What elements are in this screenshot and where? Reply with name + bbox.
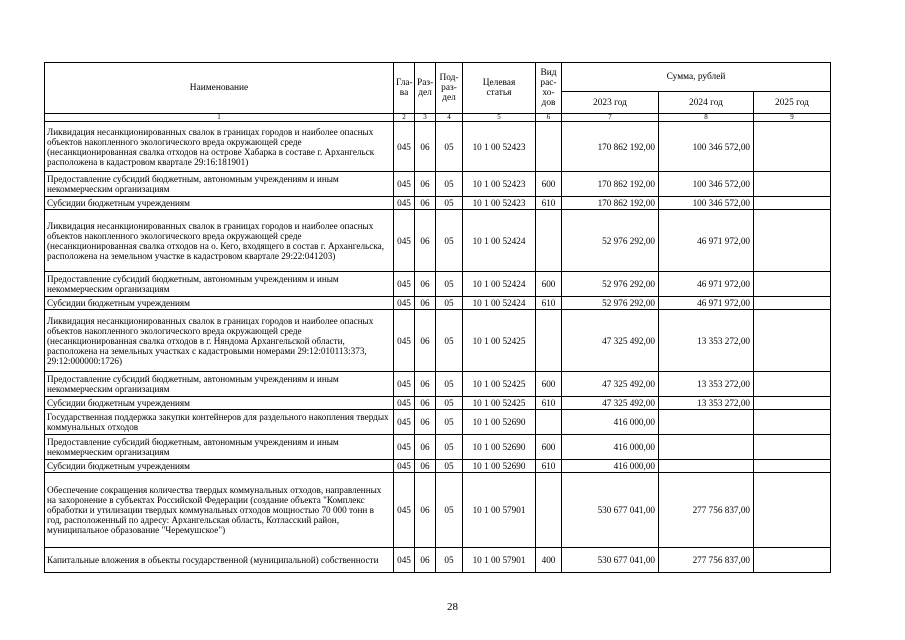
row-name: Капитальные вложения в объекты государственной (муниципальной) собственности (45, 548, 394, 573)
row-sum-2024: 277 756 837,00 (659, 548, 754, 573)
row-podrazdel: 05 (436, 297, 463, 310)
table-row (45, 172, 831, 197)
header-year-2025: 2025 год (754, 92, 831, 114)
row-celevaya-statya: 10 1 00 52690 (463, 460, 536, 473)
row-podrazdel: 05 (436, 210, 463, 272)
row-sum-2023: 52 976 292,00 (562, 297, 659, 310)
row-name: Предоставление субсидий бюджетным, автономным учреждениям и иным некоммерческим организациям (45, 372, 394, 397)
column-number: 2 (394, 114, 415, 122)
row-celevaya-statya: 10 1 00 52424 (463, 297, 536, 310)
page-number: 28 (447, 601, 458, 613)
row-celevaya-statya: 10 1 00 52424 (463, 272, 536, 297)
row-razdel: 06 (415, 172, 436, 197)
row-vid-rashodov (536, 310, 562, 372)
row-glava: 045 (394, 460, 415, 473)
table-row (45, 460, 831, 473)
row-vid-rashodov: 600 (536, 172, 562, 197)
row-celevaya-statya: 10 1 00 57901 (463, 473, 536, 548)
row-glava: 045 (394, 210, 415, 272)
row-razdel: 06 (415, 272, 436, 297)
row-sum-2024: 100 346 572,00 (659, 122, 754, 172)
table-row (45, 297, 831, 310)
row-vid-rashodov: 400 (536, 548, 562, 573)
table-row (45, 473, 831, 548)
row-sum-2023: 52 976 292,00 (562, 272, 659, 297)
row-glava: 045 (394, 372, 415, 397)
row-razdel: 06 (415, 435, 436, 460)
row-name: Предоставление субсидий бюджетным, автономным учреждениям и иным некоммерческим организациям (45, 272, 394, 297)
row-podrazdel: 05 (436, 473, 463, 548)
row-sum-2024: 13 353 272,00 (659, 310, 754, 372)
row-name: Ликвидация несанкционированных свалок в границах городов и наиболее опасных объектов накопленного экологического вреда окружающей среде (несанкционированная свалка отходов на о. Кего, входящего в состав г. Архангельска, расположена на земельном участке в кадастровом квартале 29:22:041203) (45, 210, 394, 272)
row-sum-2024: 100 346 572,00 (659, 197, 754, 210)
row-sum-2024: 277 756 837,00 (659, 473, 754, 548)
row-podrazdel: 05 (436, 548, 463, 573)
row-vid-rashodov (536, 122, 562, 172)
row-sum-2023: 47 325 492,00 (562, 310, 659, 372)
column-number-row (45, 114, 831, 122)
row-name: Ликвидация несанкционированных свалок в границах городов и наиболее опасных объектов накопленного экологического вреда окружающей среде (несанкционированная свалка отходов в г. Няндома Архангельской области, расположена на земельных участках с кадастровыми номерами 29:12:010113:373, 29:12:000000:1726) (45, 310, 394, 372)
row-razdel: 06 (415, 372, 436, 397)
row-glava: 045 (394, 122, 415, 172)
row-sum-2023: 530 677 041,00 (562, 548, 659, 573)
row-sum-2023: 170 862 192,00 (562, 172, 659, 197)
row-podrazdel: 05 (436, 372, 463, 397)
row-vid-rashodov: 610 (536, 197, 562, 210)
header-razdel: Раз- дел (415, 63, 436, 114)
table-row (45, 122, 831, 172)
column-number: 4 (436, 114, 463, 122)
row-vid-rashodov: 610 (536, 460, 562, 473)
row-razdel: 06 (415, 197, 436, 210)
row-sum-2024: 46 971 972,00 (659, 297, 754, 310)
header-podrazdel: Под- раз- дел (436, 63, 463, 114)
row-sum-2025 (754, 473, 831, 548)
column-number: 5 (463, 114, 536, 122)
row-razdel: 06 (415, 297, 436, 310)
table-body (45, 122, 831, 573)
row-sum-2025 (754, 210, 831, 272)
row-celevaya-statya: 10 1 00 57901 (463, 548, 536, 573)
row-podrazdel: 05 (436, 310, 463, 372)
table-row (45, 410, 831, 435)
row-sum-2023: 416 000,00 (562, 435, 659, 460)
row-vid-rashodov: 610 (536, 297, 562, 310)
row-sum-2024: 13 353 272,00 (659, 372, 754, 397)
row-sum-2023: 416 000,00 (562, 460, 659, 473)
column-number: 8 (659, 114, 754, 122)
row-sum-2024 (659, 435, 754, 460)
row-sum-2025 (754, 372, 831, 397)
row-podrazdel: 05 (436, 460, 463, 473)
row-name: Субсидии бюджетным учреждениям (45, 197, 394, 210)
row-name: Субсидии бюджетным учреждениям (45, 297, 394, 310)
row-sum-2025 (754, 310, 831, 372)
row-glava: 045 (394, 297, 415, 310)
row-razdel: 06 (415, 410, 436, 435)
row-celevaya-statya: 10 1 00 52423 (463, 197, 536, 210)
row-vid-rashodov: 600 (536, 435, 562, 460)
row-podrazdel: 05 (436, 122, 463, 172)
table-row (45, 272, 831, 297)
row-vid-rashodov: 600 (536, 272, 562, 297)
column-number: 6 (536, 114, 562, 122)
row-celevaya-statya: 10 1 00 52425 (463, 372, 536, 397)
row-celevaya-statya: 10 1 00 52425 (463, 310, 536, 372)
header-year-2024: 2024 год (659, 92, 754, 114)
row-sum-2025 (754, 122, 831, 172)
row-podrazdel: 05 (436, 410, 463, 435)
row-vid-rashodov: 600 (536, 372, 562, 397)
row-name: Государственная поддержка закупки контейнеров для раздельного накопления твердых коммунальных отходов (45, 410, 394, 435)
row-name: Предоставление субсидий бюджетным, автономным учреждениям и иным некоммерческим организациям (45, 435, 394, 460)
row-razdel: 06 (415, 310, 436, 372)
row-glava: 045 (394, 272, 415, 297)
table-row (45, 372, 831, 397)
row-sum-2025 (754, 410, 831, 435)
header-vid: Вид рас- хо- дов (536, 63, 562, 114)
row-glava: 045 (394, 548, 415, 573)
row-sum-2025 (754, 548, 831, 573)
row-vid-rashodov (536, 210, 562, 272)
row-glava: 045 (394, 197, 415, 210)
table-row (45, 210, 831, 272)
row-celevaya-statya: 10 1 00 52690 (463, 435, 536, 460)
column-number: 3 (415, 114, 436, 122)
row-sum-2024 (659, 460, 754, 473)
row-podrazdel: 05 (436, 172, 463, 197)
row-sum-2023: 170 862 192,00 (562, 122, 659, 172)
row-glava: 045 (394, 310, 415, 372)
row-sum-2025 (754, 197, 831, 210)
row-razdel: 06 (415, 122, 436, 172)
header-year-2023: 2023 год (562, 92, 659, 114)
column-number: 1 (45, 114, 394, 122)
row-sum-2025 (754, 435, 831, 460)
row-name: Предоставление субсидий бюджетным, автономным учреждениям и иным некоммерческим организациям (45, 172, 394, 197)
row-sum-2024: 46 971 972,00 (659, 272, 754, 297)
row-sum-2024: 100 346 572,00 (659, 172, 754, 197)
budget-table (44, 62, 831, 573)
row-glava: 045 (394, 172, 415, 197)
column-number: 7 (562, 114, 659, 122)
row-glava: 045 (394, 435, 415, 460)
row-glava: 045 (394, 397, 415, 410)
row-razdel: 06 (415, 473, 436, 548)
row-sum-2025 (754, 172, 831, 197)
header-celevaya: Целевая статья (463, 63, 536, 114)
table-row (45, 548, 831, 573)
row-sum-2025 (754, 397, 831, 410)
table-row (45, 397, 831, 410)
row-sum-2023: 52 976 292,00 (562, 210, 659, 272)
row-sum-2025 (754, 272, 831, 297)
row-vid-rashodov (536, 410, 562, 435)
row-sum-2025 (754, 297, 831, 310)
table-row (45, 310, 831, 372)
row-podrazdel: 05 (436, 397, 463, 410)
header-name: Наименование (45, 63, 394, 114)
row-razdel: 06 (415, 460, 436, 473)
row-name: Субсидии бюджетным учреждениям (45, 460, 394, 473)
row-celevaya-statya: 10 1 00 52423 (463, 172, 536, 197)
row-sum-2023: 47 325 492,00 (562, 397, 659, 410)
budget-table-sheet (44, 62, 830, 573)
row-razdel: 06 (415, 397, 436, 410)
row-celevaya-statya: 10 1 00 52424 (463, 210, 536, 272)
column-number: 9 (754, 114, 831, 122)
row-sum-2024 (659, 410, 754, 435)
row-celevaya-statya: 10 1 00 52425 (463, 397, 536, 410)
row-razdel: 06 (415, 210, 436, 272)
row-vid-rashodov: 610 (536, 397, 562, 410)
row-sum-2023: 47 325 492,00 (562, 372, 659, 397)
row-vid-rashodov (536, 473, 562, 548)
row-name: Ликвидация несанкционированных свалок в границах городов и наиболее опасных объектов накопленного экологического вреда окружающей среде (несанкционированная свалка отходов на острове Хабарка в составе г. Архангельск расположена в кадастровом квартале 29:16:181901) (45, 122, 394, 172)
row-sum-2024: 13 353 272,00 (659, 397, 754, 410)
row-sum-2023: 416 000,00 (562, 410, 659, 435)
row-sum-2023: 530 677 041,00 (562, 473, 659, 548)
row-celevaya-statya: 10 1 00 52690 (463, 410, 536, 435)
table-row (45, 197, 831, 210)
row-razdel: 06 (415, 548, 436, 573)
row-sum-2025 (754, 460, 831, 473)
row-glava: 045 (394, 473, 415, 548)
table-row (45, 435, 831, 460)
row-sum-2023: 170 862 192,00 (562, 197, 659, 210)
row-podrazdel: 05 (436, 435, 463, 460)
row-name: Субсидии бюджетным учреждениям (45, 397, 394, 410)
row-podrazdel: 05 (436, 272, 463, 297)
row-sum-2024: 46 971 972,00 (659, 210, 754, 272)
row-name: Обеспечение сокращения количества твердых коммунальных отходов, направленных на захоронение в субъектах Российской Федерации (создание объекта "Комплекс обработки и утилизации твердых коммунальных отходов мощностью 70 000 тонн в год, расположенный по адресу: Архангельская область, Котласский район, муниципальное образование "Черемушское") (45, 473, 394, 548)
header-summa: Сумма, рублей (562, 63, 831, 92)
row-celevaya-statya: 10 1 00 52423 (463, 122, 536, 172)
header-glava: Гла- ва (394, 63, 415, 114)
row-glava: 045 (394, 410, 415, 435)
row-podrazdel: 05 (436, 197, 463, 210)
